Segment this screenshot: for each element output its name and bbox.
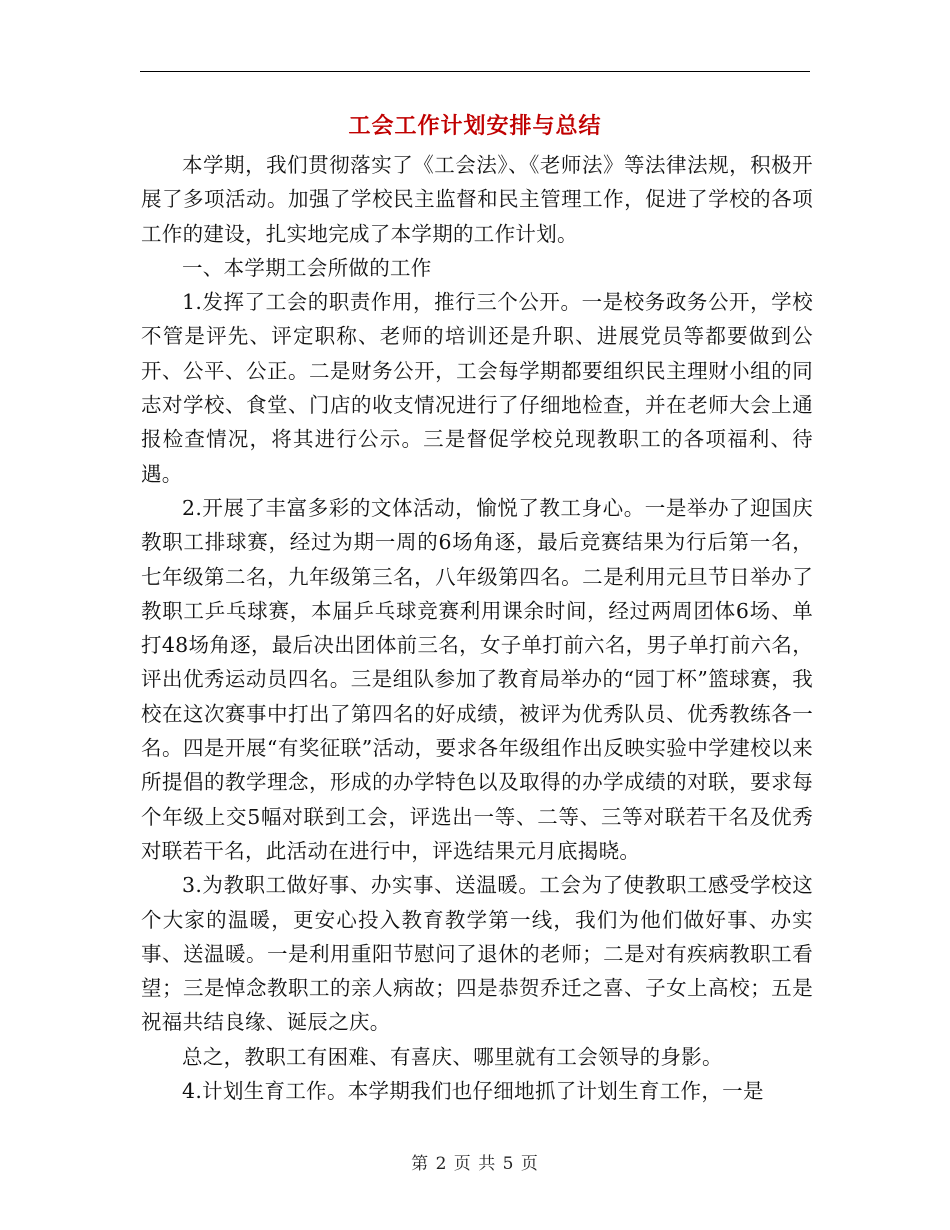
paragraph-item-3: 3.为教职工做好事、办实事、送温暖。工会为了使教职工感受学校这个大家的温暖，更安心投入教育教学第一线，我们为他们做好事、办实事、送温暖。一是利用重阳节慰问了退休的老师；二是对有疾病教职工看望；三是悼念教职工的亲人病故；四是恭贺乔迁之喜、子女上高校；五是祝福共结良缘、诞辰之庆。 — [141, 873, 813, 1035]
header-rule — [140, 71, 810, 72]
paragraph-summary: 总之，教职工有困难、有喜庆、哪里就有工会领导的身影。 — [182, 1044, 723, 1069]
page-number — [0, 1152, 950, 1176]
page-number-label: 第 2 页 共 5 页 — [411, 1154, 539, 1174]
paragraph-item-2: 2.开展了丰富多彩的文体活动，愉悦了教工身心。一是举办了迎国庆教职工排球赛，经过为期一周的6场角逐，最后竞赛结果为行后第一名，七年级第二名，九年级第三名，八年级第四名。二是利用元旦节日举办了教职工乒乓球赛，本届乒乓球竞赛利用课余时间，经过两周团体6场、单打48场角逐，最后决出团体前三名，女子单打前六名，男子单打前六名，评出优秀运动员四名。三是组队参加了教育局举办的“园丁杯”篮球赛，我校在这次赛事中打出了第四名的好成绩，被评为优秀队员、优秀教练各一名。四是开展“有奖征联”活动，要求各年级组作出反映实验中学建校以来所提倡的教学理念，形成的办学特色以及取得的办学成绩的对联，要求每个年级上交5幅对联到工会，评选出一等、二等、三等对联若干名及优秀对联若干名，此活动在进行中，评选结果元月底揭晓。 — [141, 495, 813, 863]
document-body — [141, 148, 813, 1108]
section-heading: 一、本学期工会所做的工作 — [182, 255, 432, 280]
paragraph-intro: 本学期，我们贯彻落实了《工会法》、《老师法》等法律法规，积极开展了多项活动。加强了学校民主监督和民主管理工作，促进了学校的各项工作的建设，扎实地完成了本学期的工作计划。 — [141, 153, 813, 246]
paragraph-item-1: 1.发挥了工会的职责作用，推行三个公开。一是校务政务公开，学校不管是评先、评定职称、老师的培训还是升职、进展党员等都要做到公开、公平、公正。二是财务公开，工会每学期都要组织民主理财小组的同志对学校、食堂、门店的收支情况进行了仔细地检查，并在老师大会上通报检查情况，将其进行公示。三是督促学校兑现教职工的各项福利、待遇。 — [141, 290, 813, 486]
document-title: 工会工作计划安排与总结 — [348, 113, 602, 139]
paragraph-item-4: 4.计划生育工作。本学期我们也仔细地抓了计划生育工作，一是 — [182, 1079, 764, 1104]
